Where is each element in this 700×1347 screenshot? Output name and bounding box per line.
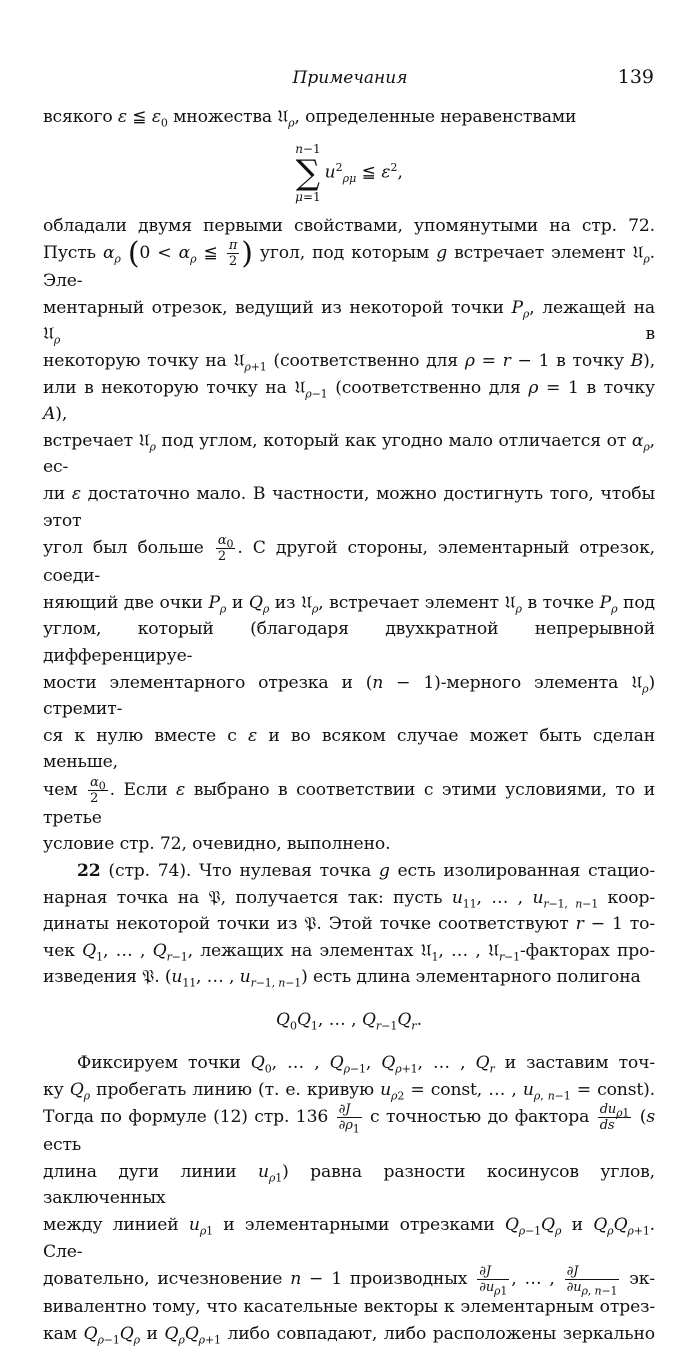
paragraph-2: углом, который (благодаря двухкратной непрерывной дифференцируе- xyxy=(43,619,655,666)
paragraph-2: или в некоторую точку на 𝔘$_{\rho-1}$ (соответственно для ρ = 1 в точку A), xyxy=(43,377,655,425)
paragraph-3: нарная точка на 𝔓, получается так: пусть $u_{11}$, … , $u_{r-1, n-1}$ коор- xyxy=(43,887,656,911)
paragraph-2: чем $\frac{\alpha_0}{2}$ . Если ε выбрано в соответствии с этими условиями, то и третье xyxy=(43,774,656,828)
paragraph-2: ли ε достаточно мало. В частности, можно достигнуть того, чтобы этот xyxy=(43,483,656,531)
paragraph-4: кам $Q_{\rho-1}Q_\rho$ и $Q_\rho Q_{\rho+1}$ либо совпадают, либо расположены зеркально xyxy=(43,1323,655,1347)
paragraph-2: мости элементарного отрезка и (n − 1)-мерного элемента 𝔘$_\rho$) стремит- xyxy=(43,672,655,720)
paragraph-2: обладали двумя первыми свойствами, упомянутыми на стр. 72. xyxy=(43,215,655,236)
paragraph-3: чек $Q_1$, … , $Q_{r-1}$, лежащих на элементах 𝔘$_1$, … , 𝔘$_{r-1}$-факторах про- xyxy=(43,940,656,964)
formula-polygon: $Q_0Q_1$, … , $Q_{r-1}Q_r$. xyxy=(276,1010,422,1033)
paragraph-2: няющий две очки $P_\rho$ и $Q_\rho$ из 𝔘$_\rho$, встречает элемент 𝔘$_\rho$ в точке $P_\rho$ под xyxy=(43,592,655,616)
paragraph-2: условие стр. 72, очевидно, выполнено. xyxy=(43,834,391,855)
paragraph-4: вивалентно тому, что касательные векторы к элементарным отрез- xyxy=(43,1297,655,1318)
note-number: 22 xyxy=(77,861,101,882)
paragraph-2: угол был больше $\frac{\alpha_0}{2}$ . С другой стороны, элементарный отрезок, соеди- xyxy=(43,533,655,587)
paragraph-2: ся к нулю вместе с ε и во всяком случае может быть сделан меньше, xyxy=(43,725,655,773)
body-text xyxy=(43,104,655,1347)
paragraph-4: Тогда по формуле (12) стр. 136 $\frac{\partial J}{\partial\rho_1}$ с точностью до фактора $\frac{du_{\rho 1}}{ds}$ (s есть xyxy=(43,1102,655,1156)
paragraph-2: ментарный отрезок, ведущий из некоторой точки $P_\rho$, лежащей на 𝔘$_\rho$ в xyxy=(43,297,655,347)
paragraph-1-start: всякого ε ≦ $\varepsilon_0$ множества 𝔘$_\rho$, определенные неравенствами xyxy=(43,107,577,130)
paragraph-2: некоторую точку на 𝔘$_{\rho+1}$ (соответственно для ρ = r − 1 в точку B), xyxy=(43,350,656,374)
paragraph-4: между линией $u_{\rho 1}$ и элементарными отрезками $Q_{\rho-1}Q_\rho$ и $Q_\rho Q_{\rho+1}$. Сле- xyxy=(43,1215,655,1262)
paragraph-3: динаты некоторой точки из 𝔓. Этой точке соответствуют r − 1 то- xyxy=(43,914,655,935)
page-number: 139 xyxy=(617,66,654,88)
paragraph-4: Фиксируем точки $Q_0$, … , $Q_{\rho-1}$, $Q_{\rho+1}$, … , $Q_r$ и заставим точ- xyxy=(77,1053,656,1076)
paragraph-3: 22 (стр. 74). Что нулевая точка g есть изолированная стацио- xyxy=(77,861,656,882)
paragraph-2: Пусть $\alpha_\rho$ ($0 < \alpha_\rho$ ≦ $\frac{\pi}{2}$ ) угол, под которым g встречает элемент 𝔘$_\rho$. Эле- xyxy=(43,236,655,292)
paragraph-4: довательно, исчезновение n − 1 производных $\frac{\partial J}{\partial u_{\rho 1}}$ , … , $\frac{\partial J}{\partial u_{\rho, n-1}}$ эк- xyxy=(43,1264,656,1298)
running-title: Примечания xyxy=(292,68,408,88)
paragraph-2: встречает 𝔘$_\rho$ под углом, который как угодно мало отличается от $\alpha_\rho$, ес- xyxy=(43,430,655,478)
paragraph-4: длина дуги линии $u_{\rho 1}$) равна разности косинусов углов, заключенных xyxy=(43,1161,655,1209)
page-header xyxy=(0,64,700,92)
paragraph-3: изведения 𝔓. ($u_{11}$, … , $u_{r-1, n-1}$) есть длина элементарного полигона xyxy=(43,967,641,990)
formula-sum: n−1 ∑ μ=1 $u^2_{\rho\mu}$ ≦ $\varepsilon^2$, xyxy=(295,141,403,204)
paragraph-4: ку $Q_\rho$ пробегать линию (т. е. кривую $u_{\rho 2}$ = const, … , $u_{\rho, n-1}$ = const). xyxy=(43,1079,655,1103)
